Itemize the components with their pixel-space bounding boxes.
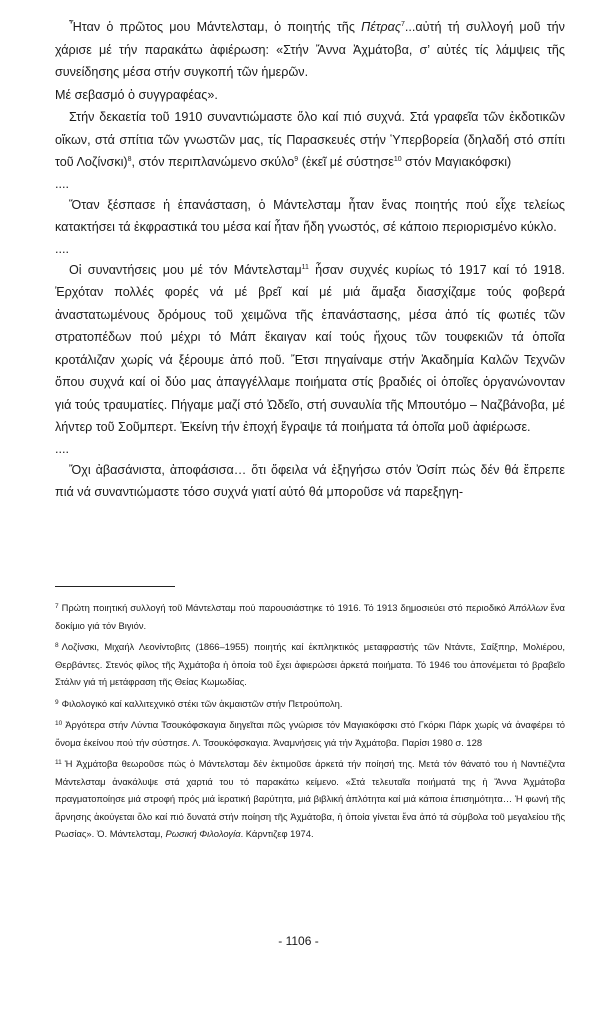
text-run: Ὅταν ξέσπασε ἡ ἐπανάσταση, ὁ Μάντελσταμ ἦταν ἕνας ποιητής πού εἶχε τελείως κατακτήσει τά ἐκφραστικά του μέσα καί ἦταν ἤδη γνωστός, σέ κάποιο περιορισμένο κύκλο. — [55, 197, 565, 234]
ellipsis-separator: .... — [55, 241, 69, 256]
footnote-10 — [55, 715, 565, 751]
footnote-divider — [55, 586, 175, 587]
text-run: Ὄχι ἀβασάνιστα, ἀποφάσισα… ὅτι ὄφειλα νά ἐξηγήσω στόν Ὀσίπ πώς δέν θά ἔπρεπε πιά νά συναντιώμαστε τόσο συχνά γιατί αὐτό θά μποροῦσε νά παρεξηγη- — [55, 462, 565, 499]
footnote-number: 8 — [55, 642, 59, 649]
paragraph-1 — [55, 16, 565, 84]
text-run: στόν Μαγιακόφσκι) — [401, 155, 512, 169]
footnote-text: Πρώτη ποιητική συλλογή τοῦ Μάντελσταμ πού παρουσιάστηκε τό 1916. Τό 1913 δημοσιεύει στό περιοδικό — [61, 602, 509, 613]
footnote-9 — [55, 694, 565, 713]
paragraph-2 — [55, 106, 565, 174]
footnote-ref-7[interactable]: 7 — [400, 21, 405, 28]
footnote-text: . Κάρντιζεφ 1974. — [240, 828, 314, 839]
text-run: Στήν δεκαετία τοῦ 1910 συναντιώμαστε ὅλο καί πιό συχνά. Στά γραφεῖα τῶν ἐκδοτικῶν οἴκων, στά σπίτια τῶν γνωστῶν μας, τίς Παρασκευές στήν Ὑπερβορεία (δηλαδή στό σπίτι τοῦ Λοζίνσκι) — [55, 110, 565, 169]
paragraph-5 — [55, 459, 565, 504]
main-text — [55, 16, 565, 504]
page-number: - 1106 - — [278, 934, 319, 948]
text-run: ...αὐτή τή συλλογή μοῦ τήν χάρισε μέ τήν παρακάτω ἀφιέρωση: «Στήν Ἄννα Ἀχμάτοβα, σ’ αὐτές τίς λάμψεις τῆς συνείδησης μέσα στήν συγκοπή τῶν ἡμερῶν. — [55, 20, 565, 79]
footnote-text: Ἡ Ἀχμάτοβα θεωροῦσε πώς ὁ Μάντελσταμ δέν ἐκτιμοῦσε ἀρκετά τήν ποίησή της. Μετά τόν θάνατό του ἡ Ναντιέζντα Μάντελσταμ ἀνακάλυψε στά χαρτιά του τό παρακάτω κείμενο. «Στά τελευταῖα ποιήματά της ἡ Ἄννα Ἀχμάτοβα πραγματοποίησε μιά στροφή πρός μιά ἱερατική βαρύτητα, μιά βιβλική ἁπλότητα καί μιά κάποια ἐπισημότητα… Ἡ φωνή τῆς ἄρνησης ἀκούγεται ὅλο καί πιό δυνατά στήν ποίηση τῆς Ἀχμάτοβα, ἡ ὁποία γίνεται ἕνα ἀπό τά σύμβολα τοῦ μεγαλείου τῆς Ρωσίας». Ὀ. Μάντελσταμ, — [55, 758, 565, 839]
text-run: ἦσαν συχνές κυρίως τό 1917 καί τό 1918. Ἐρχόταν πολλές φορές νά μέ βρεῖ καί μέ μιά ἅμαξα διασχίζαμε τούς φοβερά ἀναστατωμένους δρόμους τοῦ χειμῶνα τῆς ἐπανάστασης, μέσα ἀπό τίς φωτιές τῶν στρατοπέδων πού μέχρι τό Μάπ ἔκαιγαν καί τούς ἤχους τῶν τουφεκιῶν τά ὁποῖα κροτάλιζαν χωρίς νά ξέρουμε ἀπό ποῦ. Ἔτσι πηγαίναμε στήν Ἀκαδημία Καλῶν Τεχνῶν ὅπου συχνά καί οἱ δύο μας ἀπαγγέλλαμε ποιήματα στίς βραδιές οἱ ὁποῖες ὀργανώνονταν γιά τούς τραυματίες. Πήγαμε μαζί στό Ὠδεῖο, στή συναυλία τῆς Μπουτόμο – Ναζβάνοβα, μέ λήντερ τοῦ Σοῦμπερτ. Ἐκείνη τήν ἐποχή ἔγραψε τά ποιήματα τά ὁποῖα μοῦ ἀφιέρωσε. — [55, 262, 565, 434]
text-run: (ἐκεῖ μέ σύστησε — [298, 155, 394, 169]
footnote-ref-10[interactable]: 10 — [393, 156, 402, 163]
text-run: , στόν περιπλανώμενο σκύλο — [131, 155, 295, 169]
footnote-text: ἕνα δοκίμιο γιά τόν Βιγιόν. — [55, 602, 565, 631]
paragraph-1-signature: Μέ σεβασμό ὁ συγγραφέας». — [55, 87, 218, 102]
text-run: Οἱ συναντήσεις μου μέ τόν Μάντελσταμ — [69, 262, 302, 277]
text-run: Ἦταν ὁ πρῶτος μου Μάντελσταμ, ὁ ποιητής τῆς — [69, 20, 362, 34]
ellipsis-separator: .... — [55, 441, 69, 456]
footnote-text: Ἀργότερα στήν Λύντια Τσουκόφσκαγια διηγεῖται πῶς γνώρισε τόν Μαγιακόφσκι στό Γκόρκι Πάρκ χωρίς νά ἀναφέρει τό ὄνομα ἐκείνου πού τήν σύστησε. Λ. Τσουκόφσκαγια. Ἀναμνήσεις γιά τήν Ἀχμάτοβα. Παρίσι 1980 σ. 128 — [55, 719, 565, 748]
footnotes — [55, 598, 565, 846]
cited-work-title: Ρωσική Φιλολογία — [165, 828, 241, 839]
journal-title: Ἀπόλλων — [508, 602, 548, 613]
paragraph-3 — [55, 194, 565, 239]
footnote-number: 9 — [55, 698, 59, 706]
footnote-11 — [55, 754, 565, 843]
paragraph-4 — [55, 259, 565, 439]
footnote-7 — [55, 598, 565, 634]
footnote-number: 11 — [55, 759, 62, 766]
book-title: Πέτρας — [361, 20, 401, 34]
footnote-ref-8[interactable]: 8 — [127, 156, 132, 163]
footnote-ref-11[interactable]: 11 — [301, 263, 309, 271]
footnote-text: Λοζίνσκι, Μιχαήλ Λεονίντοβιτς (1866–1955) ποιητής καί ἐκπληκτικός μεταφραστής τῶν Ντάντε, Σαίξπηρ, Μολιέρου, Θερβάντες. Στενός φίλος τῆς Ἀχμάτοβα ἡ ὁποία τοῦ ἔχει ἀφιερώσει ἀρκετά ποιήματα. Τό 1946 του ἀπονέμεται τό βραβεῖο Στάλιν γιά τή μετάφραση τῆς Θείας Κωμωδίας. — [55, 641, 565, 687]
footnote-number: 10 — [55, 720, 63, 727]
footnote-ref-9[interactable]: 9 — [294, 156, 299, 163]
ellipsis-separator: .... — [55, 176, 69, 191]
footnote-number: 7 — [55, 603, 59, 610]
footnote-text: Φιλολογικό καί καλλιτεχνικό στέκι τῶν ἀκμαιστῶν στήν Πετρούπολη. — [61, 697, 343, 709]
footnote-8 — [55, 637, 565, 691]
